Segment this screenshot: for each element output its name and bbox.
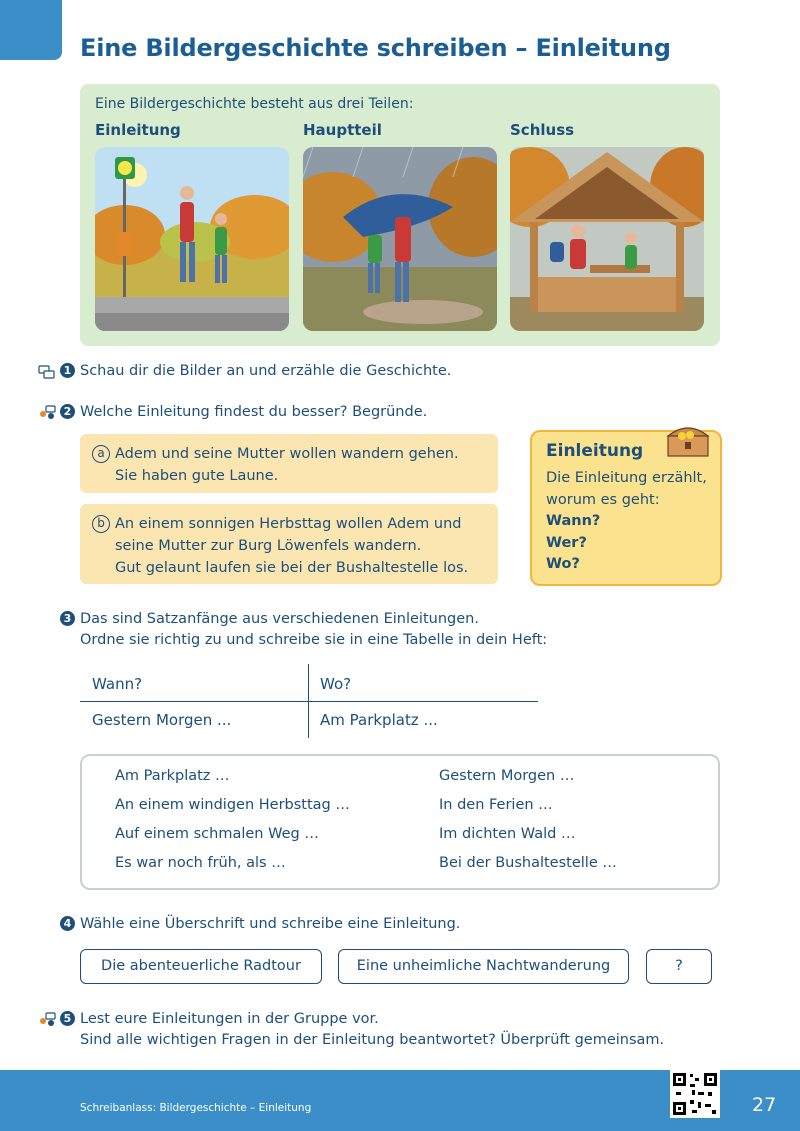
task-1-text: Schau dir die Bilder an und erzähle die Geschichte. (80, 363, 452, 379)
picture-shelter (510, 147, 704, 331)
task-number-2: 2 (60, 404, 75, 419)
phrase-item: Im dichten Wald … (439, 826, 576, 842)
treasure-chest-icon (664, 420, 712, 460)
option-b-line-1: An einem sonnigen Herbsttag wollen Adem und (115, 516, 462, 532)
task-3-line-2: Ordne sie richtig zu und schreibe sie in eine Tabelle in dein Heft: (80, 632, 548, 648)
option-b-text (115, 513, 468, 579)
intro-text: Eine Bildergeschichte besteht aus drei Teilen: (95, 96, 414, 112)
task-number-4: 4 (60, 916, 75, 931)
task-number-1: 1 (60, 363, 75, 378)
info-body (546, 468, 707, 576)
headline-option-nachtwanderung[interactable]: Eine unheimliche Nachtwanderung (338, 949, 629, 984)
task-2-text: Welche Einleitung findest du besser? Begründe. (80, 404, 428, 420)
page-number: 27 (752, 1094, 777, 1116)
option-b-box (80, 504, 498, 584)
info-line-1: Die Einleitung erzählt, (546, 470, 707, 486)
table-header-wann: Wann? (92, 675, 143, 693)
table-cell-wann: Gestern Morgen ... (92, 711, 232, 729)
task-number-5: 5 (60, 1011, 75, 1026)
task-2 (60, 402, 427, 423)
option-a-box (80, 434, 498, 493)
task-4 (60, 914, 460, 935)
qr-code-icon[interactable] (670, 1070, 720, 1118)
info-line-2: worum es geht: (546, 491, 660, 508)
headline-option-own[interactable]: ? (646, 949, 712, 984)
option-a-letter: a (92, 445, 110, 463)
phrase-item: Auf einem schmalen Weg … (115, 826, 319, 842)
part-label-hauptteil: Hauptteil (303, 121, 382, 139)
phrase-item: Gestern Morgen … (439, 768, 575, 784)
info-question-wer: Wer? (546, 534, 587, 551)
group-work-icon (38, 1012, 56, 1027)
task-1 (60, 361, 451, 382)
phrase-box (80, 754, 720, 890)
table-divider-horizontal (80, 701, 538, 702)
sort-table (80, 664, 538, 738)
task-4-text: Wähle eine Überschrift und schreibe eine Einleitung. (80, 916, 461, 932)
headline-option-radtour[interactable]: Die abenteuerliche Radtour (80, 949, 322, 984)
picture-storm (303, 147, 497, 331)
story-parts-box (80, 84, 720, 346)
task-3-line-1: Das sind Satzanfänge aus verschiedenen Einleitungen. (80, 611, 479, 627)
phrase-item: In den Ferien … (439, 797, 553, 813)
part-label-einleitung: Einleitung (95, 121, 181, 139)
speech-bubbles-icon (38, 365, 56, 380)
info-question-wann: Wann? (546, 513, 601, 529)
picture-bus-stop (95, 147, 289, 331)
task-3 (60, 609, 547, 651)
option-b-line-2: seine Mutter zur Burg Löwenfels wandern. (115, 538, 422, 554)
corner-tab (0, 0, 62, 60)
task-number-3: 3 (60, 611, 75, 626)
option-a-line-2: Sie haben gute Laune. (115, 468, 279, 484)
info-title: Einleitung (546, 441, 644, 461)
info-box (530, 430, 722, 586)
option-a-text (115, 443, 459, 487)
phrase-item: Am Parkplatz … (115, 768, 230, 784)
phrase-item: Bei der Bushaltestelle … (439, 855, 617, 871)
phrase-item: An einem windigen Herbsttag … (115, 797, 350, 813)
table-divider-vertical (308, 664, 309, 738)
option-b-line-3: Gut gelaunt laufen sie bei der Bushaltestelle los. (115, 560, 469, 576)
footer-text: Schreibanlass: Bildergeschichte – Einleitung (80, 1102, 312, 1114)
page-title: Eine Bildergeschichte schreiben – Einleitung (80, 34, 671, 62)
table-cell-wo: Am Parkplatz ... (320, 711, 438, 729)
task-5 (60, 1009, 664, 1051)
info-question-wo: Wo? (546, 556, 580, 572)
partner-work-icon (38, 405, 56, 420)
option-b-letter: b (92, 515, 110, 533)
task-5-line-1: Lest eure Einleitungen in der Gruppe vor. (80, 1011, 379, 1027)
task-5-line-2: Sind alle wichtigen Fragen in der Einleitung beantwortet? Überprüft gemeinsam. (80, 1032, 665, 1048)
page-footer (0, 1070, 800, 1131)
part-label-schluss: Schluss (510, 121, 575, 139)
phrase-item: Es war noch früh, als … (115, 855, 286, 871)
option-a-line-1: Adem und seine Mutter wollen wandern gehen. (115, 446, 459, 462)
table-header-wo: Wo? (320, 675, 352, 693)
